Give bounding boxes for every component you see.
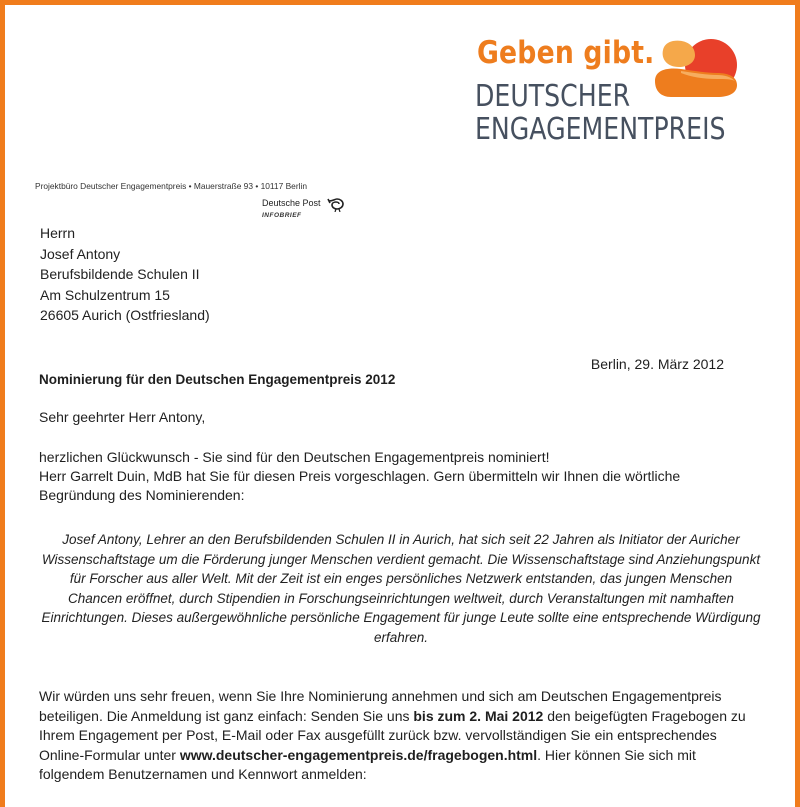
address-line: Berufsbildende Schulen II — [40, 266, 200, 282]
postage-mark — [262, 198, 362, 224]
address-line: Josef Antony — [40, 245, 121, 262]
post-horn-icon — [327, 196, 345, 212]
nomination-quote: Josef Antony, Lehrer an den Berufsbildenden Schulen II in Aurich, hat sich seit 22 Jahren als Initiator der Auricher Wissenschaftstage um die Förderung junger Menschen verdient gemacht. Die Wissenschaftstage sind Anziehungspunkt für Forscher aus aller Welt. Mit der Zeit ist ein enges persönliches Netzwerk entstanden, das jungen Menschen Chancen eröffnet, durch Stipendien in Forschungseinrichtungen weltweit, durch Veranstaltungen mit namhaften Einrichtungen. Dieses außergewöhnliche persönliche Engagement für junge Leute sollte eine entsprechende Würdigung erfahren. — [41, 532, 761, 645]
letter-date: Berlin, 29. März 2012 — [590, 356, 724, 372]
registration-deadline: bis zum 2. Mai 2012 — [413, 707, 544, 724]
postage-carrier: Deutsche Post — [262, 198, 321, 208]
sender-line: Projektbüro Deutscher Engagementpreis • Mauerstraße 93 • 10117 Berlin — [35, 181, 307, 191]
logo-line-1: DEUTSCHER — [475, 79, 631, 114]
logo — [475, 33, 775, 148]
closing-text-2: den beigefügten Fragebogen zu Ihrem Engagement per Post, E-Mail oder Fax ausgefüllt zurück bzw. vervollständigen Sie ein entsprechendes Online-Formular unter — [39, 707, 746, 763]
postage-type: INFOBRIEF — [262, 212, 302, 219]
address-line: Herrn — [40, 225, 76, 241]
recipient-address — [40, 223, 210, 326]
address-line: Am Schulzentrum 15 — [40, 286, 170, 303]
intro-paragraph — [39, 448, 739, 505]
questionnaire-url: www.deutscher-engagementpreis.de/fragebogen.html — [179, 746, 538, 763]
logo-mark-icon — [651, 37, 741, 99]
closing-text-1: Wir würden uns sehr freuen, wenn Sie Ihre Nominierung annehmen und sich am Deutschen Engagementpreis beteiligen. Die Anmeldung ist ganz einfach: Senden Sie uns — [39, 688, 722, 724]
address-line: 26605 Aurich (Ostfriesland) — [40, 307, 210, 323]
letter-subject: Nominierung für den Deutschen Engagementpreis 2012 — [39, 372, 396, 387]
intro-line-2: Herr Garrelt Duin, MdB hat Sie für diesen Preis vorgeschlagen. Gern übermitteln wir Ihnen die wörtliche Begründung des Nominierenden: — [39, 468, 681, 503]
intro-line-1: herzlichen Glückwunsch - Sie sind für den Deutschen Engagementpreis nominiert! — [39, 449, 550, 465]
logo-line-2: ENGAGEMENTPREIS — [475, 112, 726, 147]
closing-paragraph — [39, 687, 759, 785]
logo-slogan: Geben gibt. — [477, 35, 655, 71]
closing-text-3: . Hier können Sie sich mit folgendem Benutzernamen und Kennwort anmelden: — [39, 746, 696, 782]
salutation: Sehr geehrter Herr Antony, — [39, 409, 206, 425]
